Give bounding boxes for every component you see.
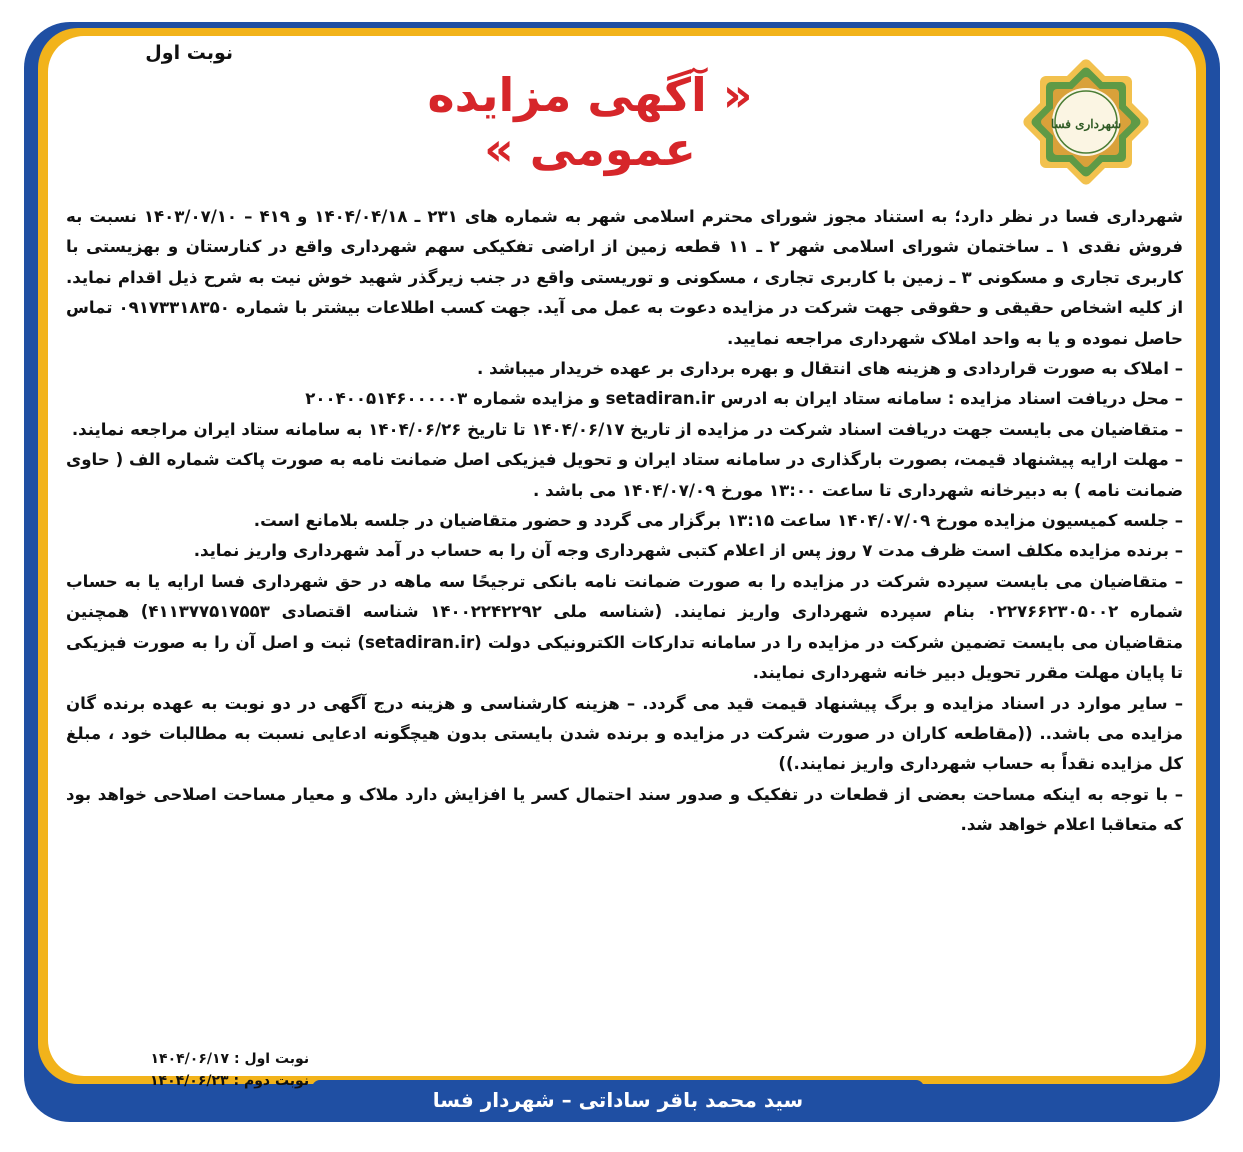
notice-body [66, 202, 1183, 841]
body-paragraph: – جلسه کمیسیون مزایده مورخ ۱۴۰۴/۰۷/۰۹ ساعت ۱۳:۱۵ برگزار می گردد و حضور متقاضیان در جلسه بلامانع است. [253, 511, 1183, 531]
body-paragraph: شهرداری فسا در نظر دارد؛ به استناد مجوز شورای محترم اسلامی شهر به شماره های ۲۳۱ ـ ۱۴۰۴/۰۴/۱۸ و ۴۱۹ – ۱۴۰۳/۰۷/۱۰ نسبت به فروش نقدی ۱ ـ ساختمان شورای اسلامی شهر ۲ ـ ۱۱ قطعه زمین از اراضی تفکیکی سهم شهرداری واقع در کنارستان و بهزیستی با کاربری تجاری و مسکونی ۳ ـ زمین با کاربری تجاری ، مسکونی و توریستی واقع در جنب زیرگذر شهید خوش نیت به شرح ذیل اقدام نماید. از کلیه اشخاص حقیقی و حقوقی جهت شرکت در مزایده دعوت به عمل می آید. جهت کسب اطلاعات بیشتر با شماره ۰۹۱۷۳۳۱۸۳۵۰ تماس حاصل نموده و یا به واحد املاک شهرداری مراجعه نمایید. [66, 207, 1184, 348]
body-paragraph: – مهلت ارایه پیشنهاد قیمت، بصورت بارگذاری در سامانه ستاد ایران و تحویل فیزیکی اصل ضمانت نامه به صورت پاکت شماره الف ( حاوی ضمانت نامه ) به دبیرخانه شهرداری تا ساعت ۱۳:۰۰ مورخ ۱۴۰۴/۰۷/۰۹ می باشد . [66, 450, 1183, 500]
logo-text: شهرداری فسا [1050, 117, 1122, 131]
body-paragraph: – برنده مزایده مکلف است ظرف مدت ۷ روز پس از اعلام کتبی شهرداری وجه آن را به حساب در آمد شهرداری واریز نماید. [193, 541, 1183, 561]
body-paragraph: – املاک به صورت قراردادی و هزینه های انتقال و بهره برداری بر عهده خریدار میباشد . [477, 359, 1183, 379]
notice-round-label: نوبت اول [145, 42, 233, 64]
body-paragraph: – سایر موارد در اسناد مزایده و برگ پیشنهاد قیمت قید می گردد. – هزینه کارشناسی و هزینه درج آگهی در دو نوبت به عهده برنده گان مزایده می باشد.. ((مقاطعه کاران در صورت شرکت در مزایده و برنده شدن بایستی بدون هیچگونه ادعایی نسبت به مطالبات خود ، مبلغ کل مزایده نقداً به حساب شهرداری واریز نمایند.)) [66, 693, 1183, 774]
publication-dates [150, 1048, 309, 1092]
body-paragraph: – محل دریافت اسناد مزایده : سامانه ستاد ایران به ادرس setadiran.ir و مزایده شماره ۲۰۰۴۰۰۵۱۴۶۰۰۰۰۰۳ [305, 389, 1183, 409]
signature-bar: سید محمد باقر ساداتی – شهردار فسا [312, 1080, 924, 1120]
body-paragraph: – متقاضیان می بایست جهت دریافت اسناد شرکت در مزایده از تاریخ ۱۴۰۴/۰۶/۱۷ تا تاریخ ۱۴۰۴/۰۶/۲۶ به سامانه ستاد ایران مراجعه نمایند. [71, 419, 1183, 439]
body-paragraph: – با توجه به اینکه مساحت بعضی از قطعات در تفکیک و صدور سند احتمال کسر یا افزایش دارد ملاک و معیار مساحت اصلاحی خواهد بود که متعاقبا اعلام خواهد شد. [66, 784, 1183, 835]
body-paragraph: – متقاضیان می بایست سپرده شرکت در مزایده را به صورت ضمانت نامه بانکی ترجیحًا سه ماهه در حق شهرداری فسا ارایه یا به حساب شماره ۰۲۲۷۶۶۲۳۰۵۰۰۲ بنام سپرده شهرداری واریز نمایند. (شناسه ملی ۱۴۰۰۲۲۴۲۲۹۲ شناسه اقتصادی ۴۱۱۳۷۷۵۱۷۵۵۳) همچنین متقاضیان می بایست تضمین شرکت در مزایده را در سامانه تدارکات الکترونیکی دولت (setadiran.ir) ثبت و اصل آن را به صورت فیزیکی تا پایان مهلت مقرر تحویل دبیر خانه شهرداری نمایند. [66, 571, 1183, 683]
second-round-date: نوبت دوم : ۱۴۰۴/۰۶/۲۳ [150, 1073, 310, 1089]
first-round-date: نوبت اول : ۱۴۰۴/۰۶/۱۷ [150, 1051, 310, 1067]
page-title: « آگهی مزایده عمومی » [427, 68, 753, 176]
municipality-logo-icon [1016, 52, 1156, 192]
